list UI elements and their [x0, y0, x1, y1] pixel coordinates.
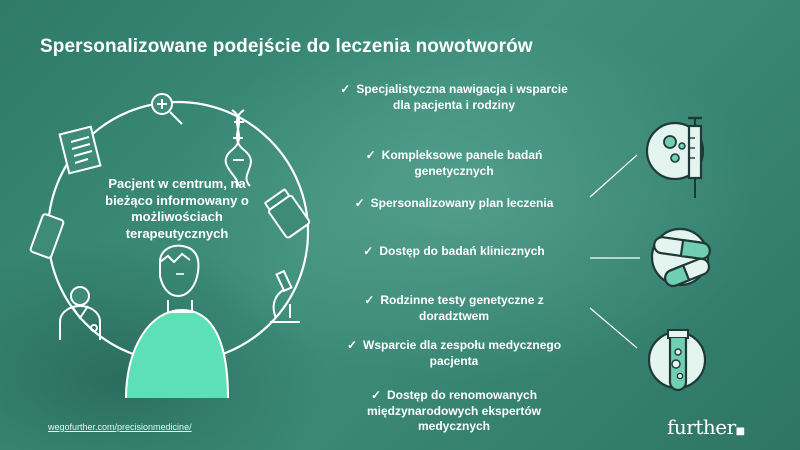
benefit-clinical-trials: ✓ Dostęp do badań klinicznych — [363, 244, 545, 258]
benefit-treatment-plan: ✓ Spersonalizowany plan leczenia — [354, 196, 554, 210]
benefit-experts: ✓ Dostęp do renomowanych międzynarodowych ekspertów medycznych — [366, 388, 542, 433]
check-icon: ✓ — [354, 196, 365, 210]
benefit-family-tests: ✓ Rodzinne testy genetyczne z doradztwem — [364, 293, 544, 323]
test-tube-icon — [649, 330, 705, 390]
patient-centre-text: Pacjent w centrum, na bieżąco informowany o możliwościach terapeutycznych — [105, 176, 249, 241]
benefit-genetic-panels: ✓ Kompleksowe panele badań genetycznych — [365, 148, 543, 178]
check-icon: ✓ — [364, 293, 375, 307]
patient-icon — [126, 246, 228, 398]
syringe-icon — [647, 118, 703, 198]
page-title: Spersonalizowane podejście do leczenia nowotworów — [40, 36, 533, 57]
tablet-icon — [30, 213, 64, 258]
benefit-navigation: ✓ Specjalistyczna nawigacja i wsparcie dla pacjenta i rodziny — [340, 82, 568, 112]
benefit-care-team: ✓ Wsparcie dla zespołu medycznego pacjenta — [346, 338, 562, 368]
check-icon: ✓ — [363, 244, 374, 258]
capsules-icon — [652, 229, 711, 288]
further-logo: further■ — [667, 415, 745, 439]
magnifier-plus-icon — [152, 94, 182, 124]
footer-link[interactable]: wegofurther.com/precisionmedicine/ — [48, 422, 192, 432]
connector-lines — [590, 155, 640, 348]
check-icon: ✓ — [340, 82, 351, 96]
check-icon: ✓ — [346, 338, 357, 352]
logo-mark: ■ — [735, 426, 745, 437]
check-icon: ✓ — [370, 388, 382, 402]
check-icon: ✓ — [365, 148, 376, 162]
microscope-icon — [270, 271, 300, 322]
